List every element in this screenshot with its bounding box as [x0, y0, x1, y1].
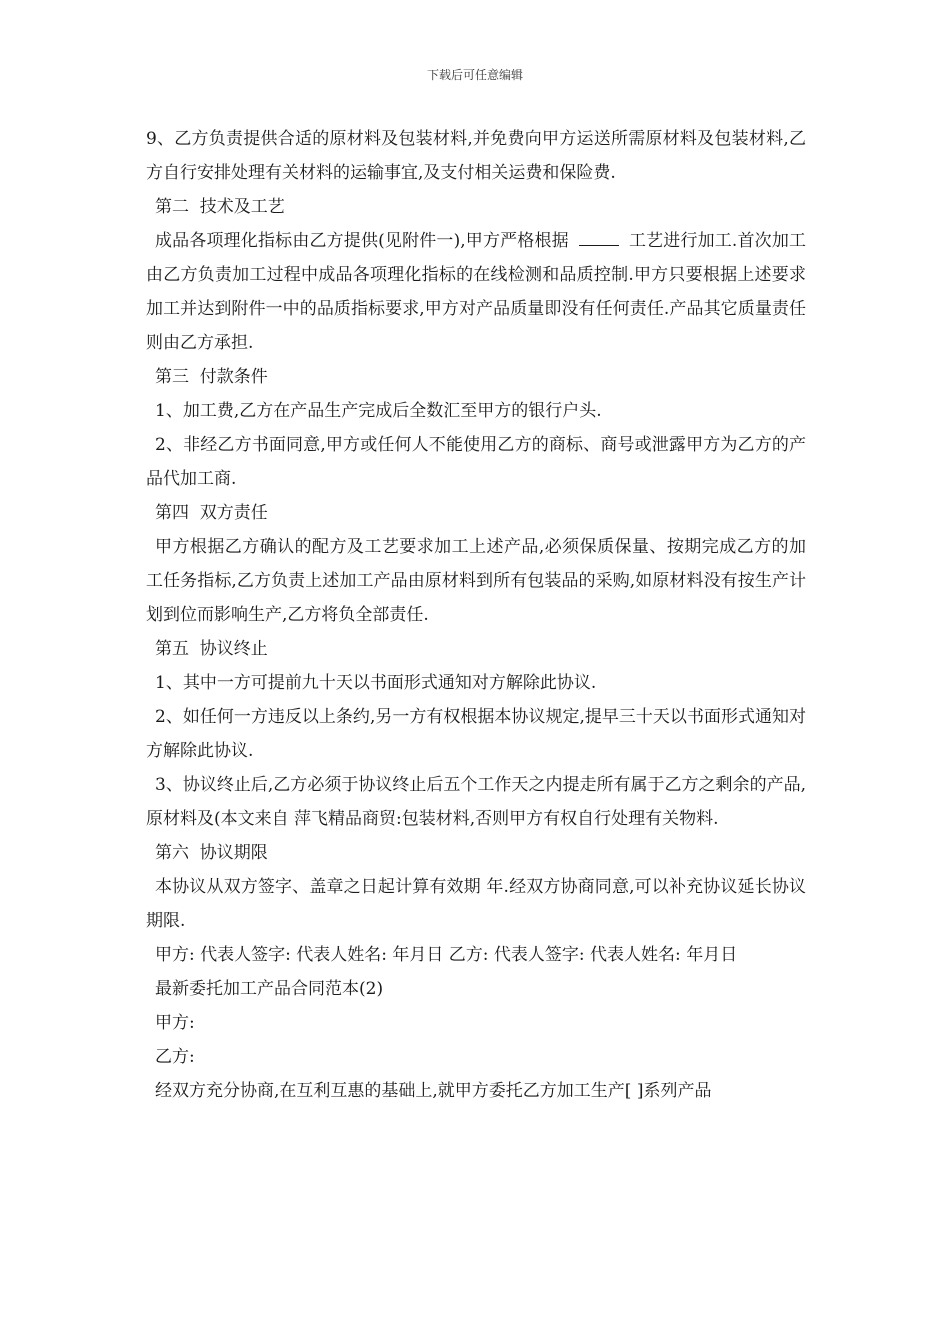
paragraph-term: 本协议从双方签字、盖章之日起计算有效期 年.经双方协商同意,可以补充协议延长协议期限.	[146, 877, 806, 931]
paragraph-technology-part-2: 工艺进行加工.首次加工由乙方负责加工过程中成品各项理化指标的在线检测和品质控制.甲方只要根据上述要求加工并达到附件一中的品质指标要求,甲方对产品质量即没有任何责任.产品其它质量责任则由乙方承担.	[146, 231, 806, 353]
section-heading-3: 第三 付款条件	[155, 367, 268, 387]
paragraph-termination-1: 1、其中一方可提前九十天以书面形式通知对方解除此协议.	[155, 673, 597, 693]
party-a-label: 甲方:	[155, 1013, 195, 1033]
paragraph-preamble: 经双方充分协商,在互利互惠的基础上,就甲方委托乙方加工生产[ ]系列产品	[155, 1081, 712, 1101]
document-body	[146, 122, 806, 1108]
paragraph-technology	[146, 224, 806, 360]
paragraph-responsibilities: 甲方根据乙方确认的配方及工艺要求加工上述产品,必须保质保量、按期完成乙方的加工任务指标,乙方负责上述加工产品由原材料到所有包装品的采购,如原材料没有按生产计划到位而影响生产,乙方将负全部责任.	[146, 537, 806, 625]
section-heading-5: 第五 协议终止	[155, 639, 268, 659]
page-header: 下载后可任意编辑	[426, 68, 523, 82]
paragraph-termination-3: 3、协议终止后,乙方必须于协议终止后五个工作天之内提走所有属于乙方之剩余的产品,原材料及(本文来自 萍飞精品商贸:包装材料,否则甲方有权自行处理有关物料.	[146, 775, 806, 829]
section-heading-6: 第六 协议期限	[155, 843, 268, 863]
section-heading-2: 第二 技术及工艺	[155, 197, 285, 217]
document-title-2: 最新委托加工产品合同范本(2)	[155, 979, 384, 999]
paragraph-technology-part-1: 成品各项理化指标由乙方提供(见附件一),甲方严格根据	[155, 231, 569, 251]
section-heading-4: 第四 双方责任	[155, 503, 268, 523]
fill-in-blank	[579, 231, 619, 246]
paragraph-payment-1: 1、加工费,乙方在产品生产完成后全数汇至甲方的银行户头.	[155, 401, 602, 421]
paragraph-termination-2: 2、如任何一方违反以上条约,另一方有权根据本协议规定,提早三十天以书面形式通知对方解除此协议.	[146, 707, 806, 761]
signature-line: 甲方: 代表人签字: 代表人姓名: 年月日 乙方: 代表人签字: 代表人姓名: 年月日	[155, 945, 738, 965]
paragraph-clause-9: 9、乙方负责提供合适的原材料及包装材料,并免费向甲方运送所需原材料及包装材料,乙方自行安排处理有关材料的运输事宜,及支付相关运费和保险费.	[146, 129, 806, 183]
party-b-label: 乙方:	[155, 1047, 195, 1067]
paragraph-payment-2: 2、非经乙方书面同意,甲方或任何人不能使用乙方的商标、商号或泄露甲方为乙方的产品代加工商.	[146, 435, 806, 489]
